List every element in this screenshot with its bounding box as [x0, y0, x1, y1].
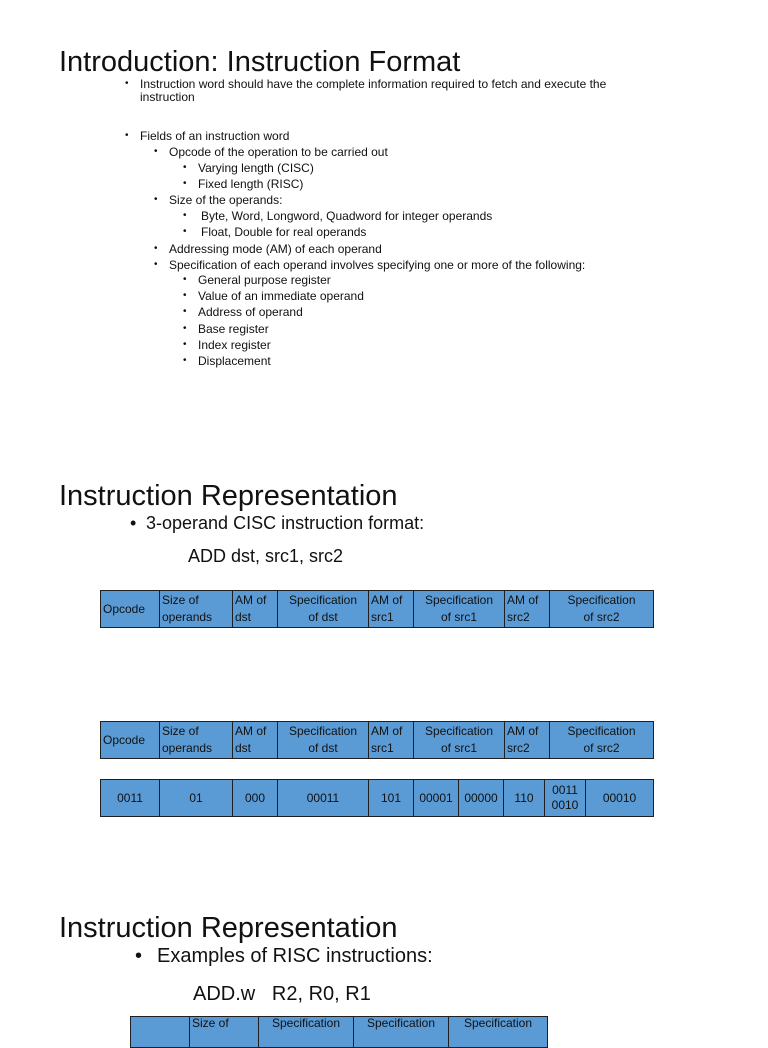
table-row	[101, 780, 654, 817]
cell-spec-src1: Specification of src1	[414, 591, 505, 628]
bullet-dot-icon: •	[154, 243, 158, 254]
bullet-dot-icon: •	[183, 210, 187, 221]
bullet-dot-icon: •	[154, 146, 158, 157]
cisc-format-table-2	[100, 721, 654, 759]
code-add-risc: ADD.w R2, R0, R1	[193, 983, 371, 1005]
bullet-fixed-length: • Fixed length (RISC)	[183, 177, 304, 191]
risc-format-table-partial	[130, 1016, 548, 1048]
bullet-varying-length: • Varying length (CISC)	[183, 161, 314, 175]
bullet-fields: • Fields of an instruction word	[125, 129, 290, 143]
bullet-instruction-word: • Instruction word should have the complete information required to fetch and execute the	[125, 77, 607, 91]
value-am-src1: 101	[369, 780, 414, 817]
value-spec-dst: 00011	[278, 780, 369, 817]
bullet-base-register: • Base register	[183, 322, 269, 336]
cell-am-dst: AM of dst	[233, 591, 278, 628]
cell-spec-c: Specification	[449, 1017, 548, 1048]
cell-size: Size of operands	[160, 591, 233, 628]
cell-size: Size of operands	[160, 722, 233, 759]
bullet-dot-icon: •	[183, 226, 187, 237]
bullet-size: • Size of the operands:	[154, 193, 283, 207]
value-spec-src2-a: 0011 0010	[545, 780, 586, 817]
cell-spec-b: Specification	[354, 1017, 449, 1048]
bullet-dot-icon: •	[125, 78, 129, 89]
cell-size: Size of	[190, 1017, 259, 1048]
bullet-dot-icon: •	[183, 178, 187, 189]
bullet-dot-icon: •	[183, 355, 187, 366]
bullet-dot-icon: •	[125, 130, 129, 141]
table-row	[101, 591, 654, 628]
cell-am-src1: AM of src1	[369, 722, 414, 759]
cell-spec-src1: Specification of src1	[414, 722, 505, 759]
bullet-cisc-format: • 3-operand CISC instruction format:	[130, 513, 425, 533]
bullet-specification: • Specification of each operand involves specifying one or more of the following:	[154, 258, 586, 272]
bullet-addressing-mode: • Addressing mode (AM) of each operand	[154, 242, 382, 256]
value-size: 01	[160, 780, 233, 817]
bullet-dot-icon: •	[183, 290, 187, 301]
value-am-src2: 110	[504, 780, 545, 817]
bullet-instruction-word-cont: instruction	[140, 90, 195, 104]
bullet-dot-icon: •	[183, 306, 187, 317]
bullet-risc-examples: • Examples of RISC instructions:	[135, 945, 433, 967]
cell-spec-a: Specification	[259, 1017, 354, 1048]
code-add-cisc: ADD dst, src1, src2	[188, 546, 344, 566]
cell-opcode: Opcode	[101, 591, 160, 628]
bullet-integer-sizes: • Byte, Word, Longword, Quadword for integer operands	[183, 209, 493, 223]
cell-am-src1: AM of src1	[369, 591, 414, 628]
bullet-opcode: • Opcode of the operation to be carried out	[154, 145, 388, 159]
cell-spec-dst: Specification of dst	[278, 591, 369, 628]
cell-spec-dst: Specification of dst	[278, 722, 369, 759]
slide-3-title: Instruction Representation	[59, 912, 398, 944]
cell-opcode	[131, 1017, 190, 1048]
cell-am-dst: AM of dst	[233, 722, 278, 759]
bullet-index-register: • Index register	[183, 338, 271, 352]
cisc-format-table	[100, 590, 654, 628]
cell-spec-src2: Specification of src2	[550, 591, 654, 628]
bullet-dot-icon: •	[183, 339, 187, 350]
value-am-dst: 000	[233, 780, 278, 817]
table-row	[131, 1017, 548, 1048]
bullet-gpr: • General purpose register	[183, 273, 331, 287]
bullet-dot-icon: •	[135, 945, 143, 967]
bullet-dot-icon: •	[183, 162, 187, 173]
bullet-displacement: • Displacement	[183, 354, 271, 368]
value-spec-src2-b: 00010	[586, 780, 654, 817]
cell-am-src2: AM of src2	[505, 591, 550, 628]
bullet-dot-icon: •	[183, 323, 187, 334]
cell-am-src2: AM of src2	[505, 722, 550, 759]
bullet-immediate: • Value of an immediate operand	[183, 289, 364, 303]
cell-spec-src2: Specification of src2	[550, 722, 654, 759]
bullet-dot-icon: •	[130, 513, 137, 533]
bullet-real-sizes: • Float, Double for real operands	[183, 225, 367, 239]
bullet-address: • Address of operand	[183, 305, 303, 319]
value-spec-src1-a: 00001	[414, 780, 459, 817]
cell-opcode: Opcode	[101, 722, 160, 759]
cisc-encoding-table	[100, 779, 654, 817]
slide-2-title: Instruction Representation	[59, 480, 398, 512]
slide-1-title: Introduction: Instruction Format	[59, 46, 461, 78]
value-spec-src1-b: 00000	[459, 780, 504, 817]
bullet-dot-icon: •	[154, 259, 158, 270]
table-row	[101, 722, 654, 759]
bullet-dot-icon: •	[183, 274, 187, 285]
bullet-dot-icon: •	[154, 194, 158, 205]
value-opcode: 0011	[101, 780, 160, 817]
